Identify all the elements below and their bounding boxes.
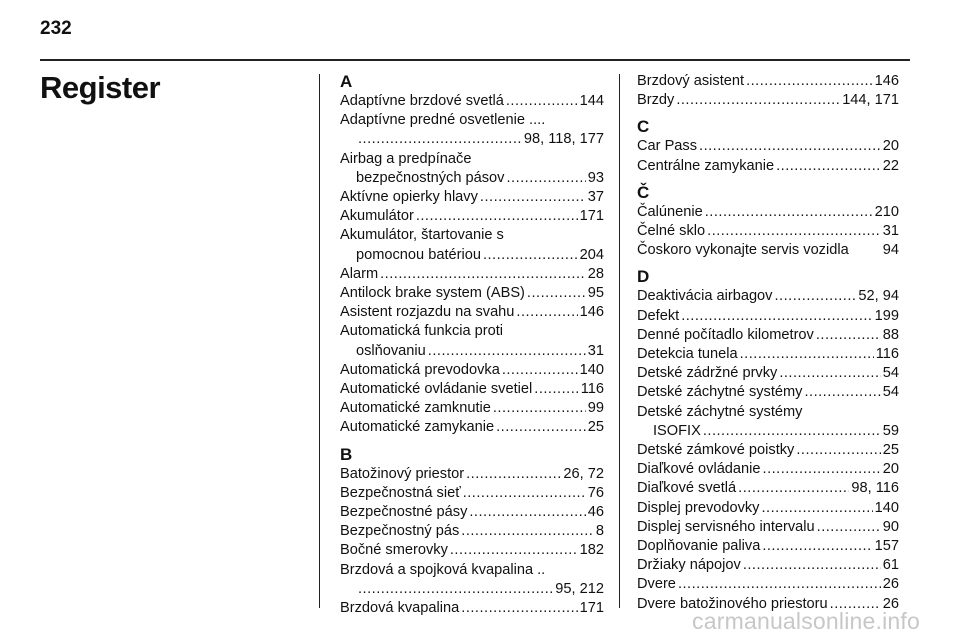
index-entry: Brzdy ..... 144, 171 <box>637 91 899 110</box>
index-entry: Aktívne opierky hlavy ..... 37 <box>340 188 604 207</box>
index-entry: bezpečnostných pásov ..... 93 <box>340 169 604 188</box>
letter-heading: Č <box>637 182 650 202</box>
index-entry: Displej servisného intervalu ..... 90 <box>637 518 899 537</box>
index-entry: Adaptívne brzdové svetlá ..... 144 <box>340 92 604 111</box>
index-entry: Defekt ..... 199 <box>637 307 899 326</box>
column-divider <box>319 74 320 608</box>
letter-heading: D <box>637 267 650 287</box>
index-entry: Asistent rozjazdu na svahu ..... 146 <box>340 303 604 322</box>
index-entry-line: Detské záchytné systémy <box>637 403 803 420</box>
index-entry: Brzdová kvapalina ..... 171 <box>340 599 604 618</box>
index-entry: Detské záchytné systémy ..... 54 <box>637 383 899 402</box>
index-entry: Denné počítadlo kilometrov ..... 88 <box>637 326 899 345</box>
index-entry-line: Brzdová a spojková kvapalina .. <box>340 561 546 578</box>
index-entry: Akumulátor ..... 171 <box>340 207 604 226</box>
index-entry-line: Adaptívne predné osvetlenie .... <box>340 112 546 129</box>
index-entry-line: Automatická funkcia proti <box>340 323 504 340</box>
index-entry: Bezpečnostné pásy ..... 46 <box>340 503 604 522</box>
index-entry: Car Pass ..... 20 <box>637 137 899 156</box>
index-column-1 <box>340 72 604 618</box>
index-entry: Diaľkové ovládanie ..... 20 <box>637 460 899 479</box>
index-entry: Automatické zamykanie ..... 25 <box>340 418 604 437</box>
index-entry: Diaľkové svetlá ..... 98, 116 <box>637 479 899 498</box>
index-entry: Automatická prevodovka ..... 140 <box>340 361 604 380</box>
index-entry: Antilock brake system (ABS) ..... 95 <box>340 284 604 303</box>
index-entry: ..... 98, 118, 177 <box>340 130 604 149</box>
letter-heading: C <box>637 117 650 137</box>
index-entry: Bezpečnostný pás ..... 8 <box>340 522 604 541</box>
index-entry: Detské zádržné prvky ..... 54 <box>637 364 899 383</box>
letter-heading: B <box>340 444 353 464</box>
index-entry: Detekcia tunela ..... 116 <box>637 345 899 364</box>
index-entry: Dvere batožinového priestoru ..... 26 <box>637 595 899 614</box>
index-entry: Čalúnenie ..... 210 <box>637 203 899 222</box>
letter-heading: A <box>340 72 353 91</box>
index-entry: pomocnou batériou ..... 204 <box>340 246 604 265</box>
index-entry-line: Airbag a predpínače <box>340 150 472 167</box>
index-entry: ..... 95, 212 <box>340 580 604 599</box>
index-entry: Automatické ovládanie svetiel ..... 116 <box>340 380 604 399</box>
index-entry: Deaktivácia airbagov ..... 52, 94 <box>637 287 899 306</box>
index-entry: Bočné smerovky ..... 182 <box>340 541 604 560</box>
index-entry: Doplňovanie paliva ..... 157 <box>637 537 899 556</box>
column-divider <box>619 74 620 608</box>
index-entry: oslňovaniu ..... 31 <box>340 342 604 361</box>
index-entry: Čelné sklo ..... 31 <box>637 222 899 241</box>
index-entry: Centrálne zamykanie ..... 22 <box>637 157 899 176</box>
index-entry: Držiaky nápojov ..... 61 <box>637 556 899 575</box>
index-entry: Displej prevodovky ..... 140 <box>637 499 899 518</box>
index-entry: Automatické zamknutie ..... 99 <box>340 399 604 418</box>
page-number: 232 <box>40 18 72 39</box>
index-entry: Batožinový priestor ..... 26, 72 <box>340 465 604 484</box>
watermark: carmanualsonline.info <box>692 608 920 634</box>
header-rule <box>40 59 910 61</box>
index-column-2 <box>637 72 899 614</box>
index-entry: Brzdový asistent ..... 146 <box>637 72 899 91</box>
index-entry-line: Akumulátor, štartovanie s <box>340 227 504 244</box>
index-entry: ISOFIX ..... 59 <box>637 422 899 441</box>
index-entry: Alarm ..... 28 <box>340 265 604 284</box>
index-entry: Čoskoro vykonajte servis vozidla 94 <box>637 242 899 259</box>
index-entry: Dvere ..... 26 <box>637 575 899 594</box>
index-entry: Detské zámkové poistky ..... 25 <box>637 441 899 460</box>
index-entry: Bezpečnostná sieť ..... 76 <box>340 484 604 503</box>
section-title: Register <box>40 70 161 105</box>
